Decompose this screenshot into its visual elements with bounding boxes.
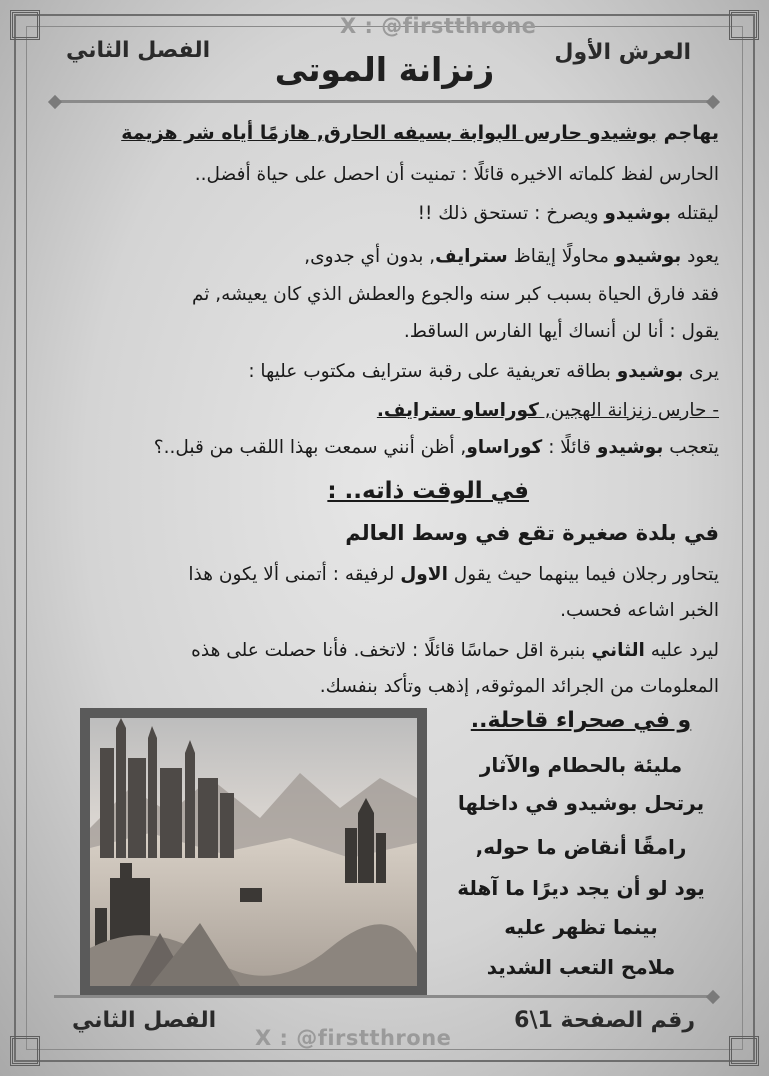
corner-ornament-top-left bbox=[10, 10, 40, 40]
title-divider bbox=[54, 100, 715, 103]
body-line-7: يرى بوشيدو بطاقه تعريفية على رقبة سترايف مكتوب عليها : bbox=[248, 361, 719, 382]
name-bushido: بوشيدو bbox=[604, 203, 671, 224]
body-line-1: يهاجم بوشيدو حارس البوابة بسيفه الحارق, هازمًا أياه شر هزيمة bbox=[121, 122, 719, 144]
poem-line-2: يرتحل بوشيدو في داخلها bbox=[457, 791, 705, 815]
body-line-13: الخبر اشاعه فحسب. bbox=[560, 600, 719, 621]
poem-line-1: مليئة بالحطام والآثار bbox=[479, 753, 683, 777]
illustration-frame bbox=[80, 708, 427, 996]
corner-ornament-bottom-right bbox=[729, 1036, 759, 1066]
body-line-12: يتحاور رجلان فيما بينهما حيث يقول الاول لرفيقه : أتمنى ألا يكون هذا bbox=[188, 564, 719, 585]
bottom-handle: X : @firstthrone bbox=[255, 1026, 452, 1050]
body-line-8: - حارس زنزانة الهجين, كوراساو سترايف. bbox=[376, 400, 719, 421]
header-chapter-label: الفصل الثاني bbox=[66, 38, 211, 63]
body-line-15: المعلومات من الجرائد الموثوقه, إذهب وتأكد بنفسك. bbox=[319, 676, 719, 697]
section-subheading-town: في بلدة صغيرة تقع في وسط العالم bbox=[345, 521, 719, 545]
poem-line-6: ملامح التعب الشديد bbox=[486, 955, 676, 979]
name-bushido: بوشيدو bbox=[614, 246, 682, 267]
corner-ornament-top-right bbox=[729, 10, 759, 40]
poem-line-4: يود لو أن يجد ديرًا ما آهلة bbox=[457, 876, 705, 900]
body-line-6: يقول : أنا لن أنساك أيها الفارس الساقط. bbox=[403, 321, 719, 342]
corner-ornament-bottom-left bbox=[10, 1036, 40, 1066]
poem-line-3: رامقًا أنقاض ما حوله, bbox=[475, 835, 687, 859]
top-handle: X : @firstthrone bbox=[340, 14, 537, 38]
name-bushido: بوشيدو bbox=[588, 122, 657, 144]
body-line-4: يعود بوشيدو محاولًا إيقاظ سترايف, بدون أي جدوى, bbox=[304, 246, 719, 267]
page-number: رقم الصفحة 1\6 bbox=[514, 1008, 695, 1033]
body-line-9: يتعجب بوشيدو قائلًا : كوراساو, أظن أنني سمعت بهذا اللقب من قبل..؟ bbox=[153, 437, 719, 458]
body-line-3: ليقتله بوشيدو ويصرخ : تستحق ذلك !! bbox=[417, 203, 719, 224]
poem-heading: و في صحراء قاحلة.. bbox=[470, 708, 692, 733]
poem-line-5: بينما تظهر عليه bbox=[504, 915, 658, 939]
header-series-label: العرش الأول bbox=[554, 40, 691, 65]
section-heading-meanwhile: في الوقت ذاته.. : bbox=[327, 478, 529, 504]
body-line-14: ليرد عليه الثاني بنبرة اقل حماسًا قائلًا : لاتخف. فأنا حصلت على هذه bbox=[191, 640, 719, 661]
name-bushido: بوشيدو bbox=[596, 437, 664, 458]
name-strife: سترايف bbox=[435, 246, 508, 267]
footer-chapter-label: الفصل الثاني bbox=[72, 1008, 217, 1033]
page-title: زنزانة الموتى bbox=[274, 50, 495, 89]
body-line-2: الحارس لفظ كلماته الاخيره قائلًا : تمنيت أن احصل على حياة أفضل.. bbox=[194, 164, 719, 185]
body-line-5: فقد فارق الحياة بسبب كبر سنه والجوع والعطش الذي كان يعيشه, ثم bbox=[191, 284, 719, 305]
name-bushido: بوشيدو bbox=[616, 361, 684, 382]
desert-ruins-illustration bbox=[90, 718, 417, 986]
footer-divider bbox=[54, 995, 715, 998]
